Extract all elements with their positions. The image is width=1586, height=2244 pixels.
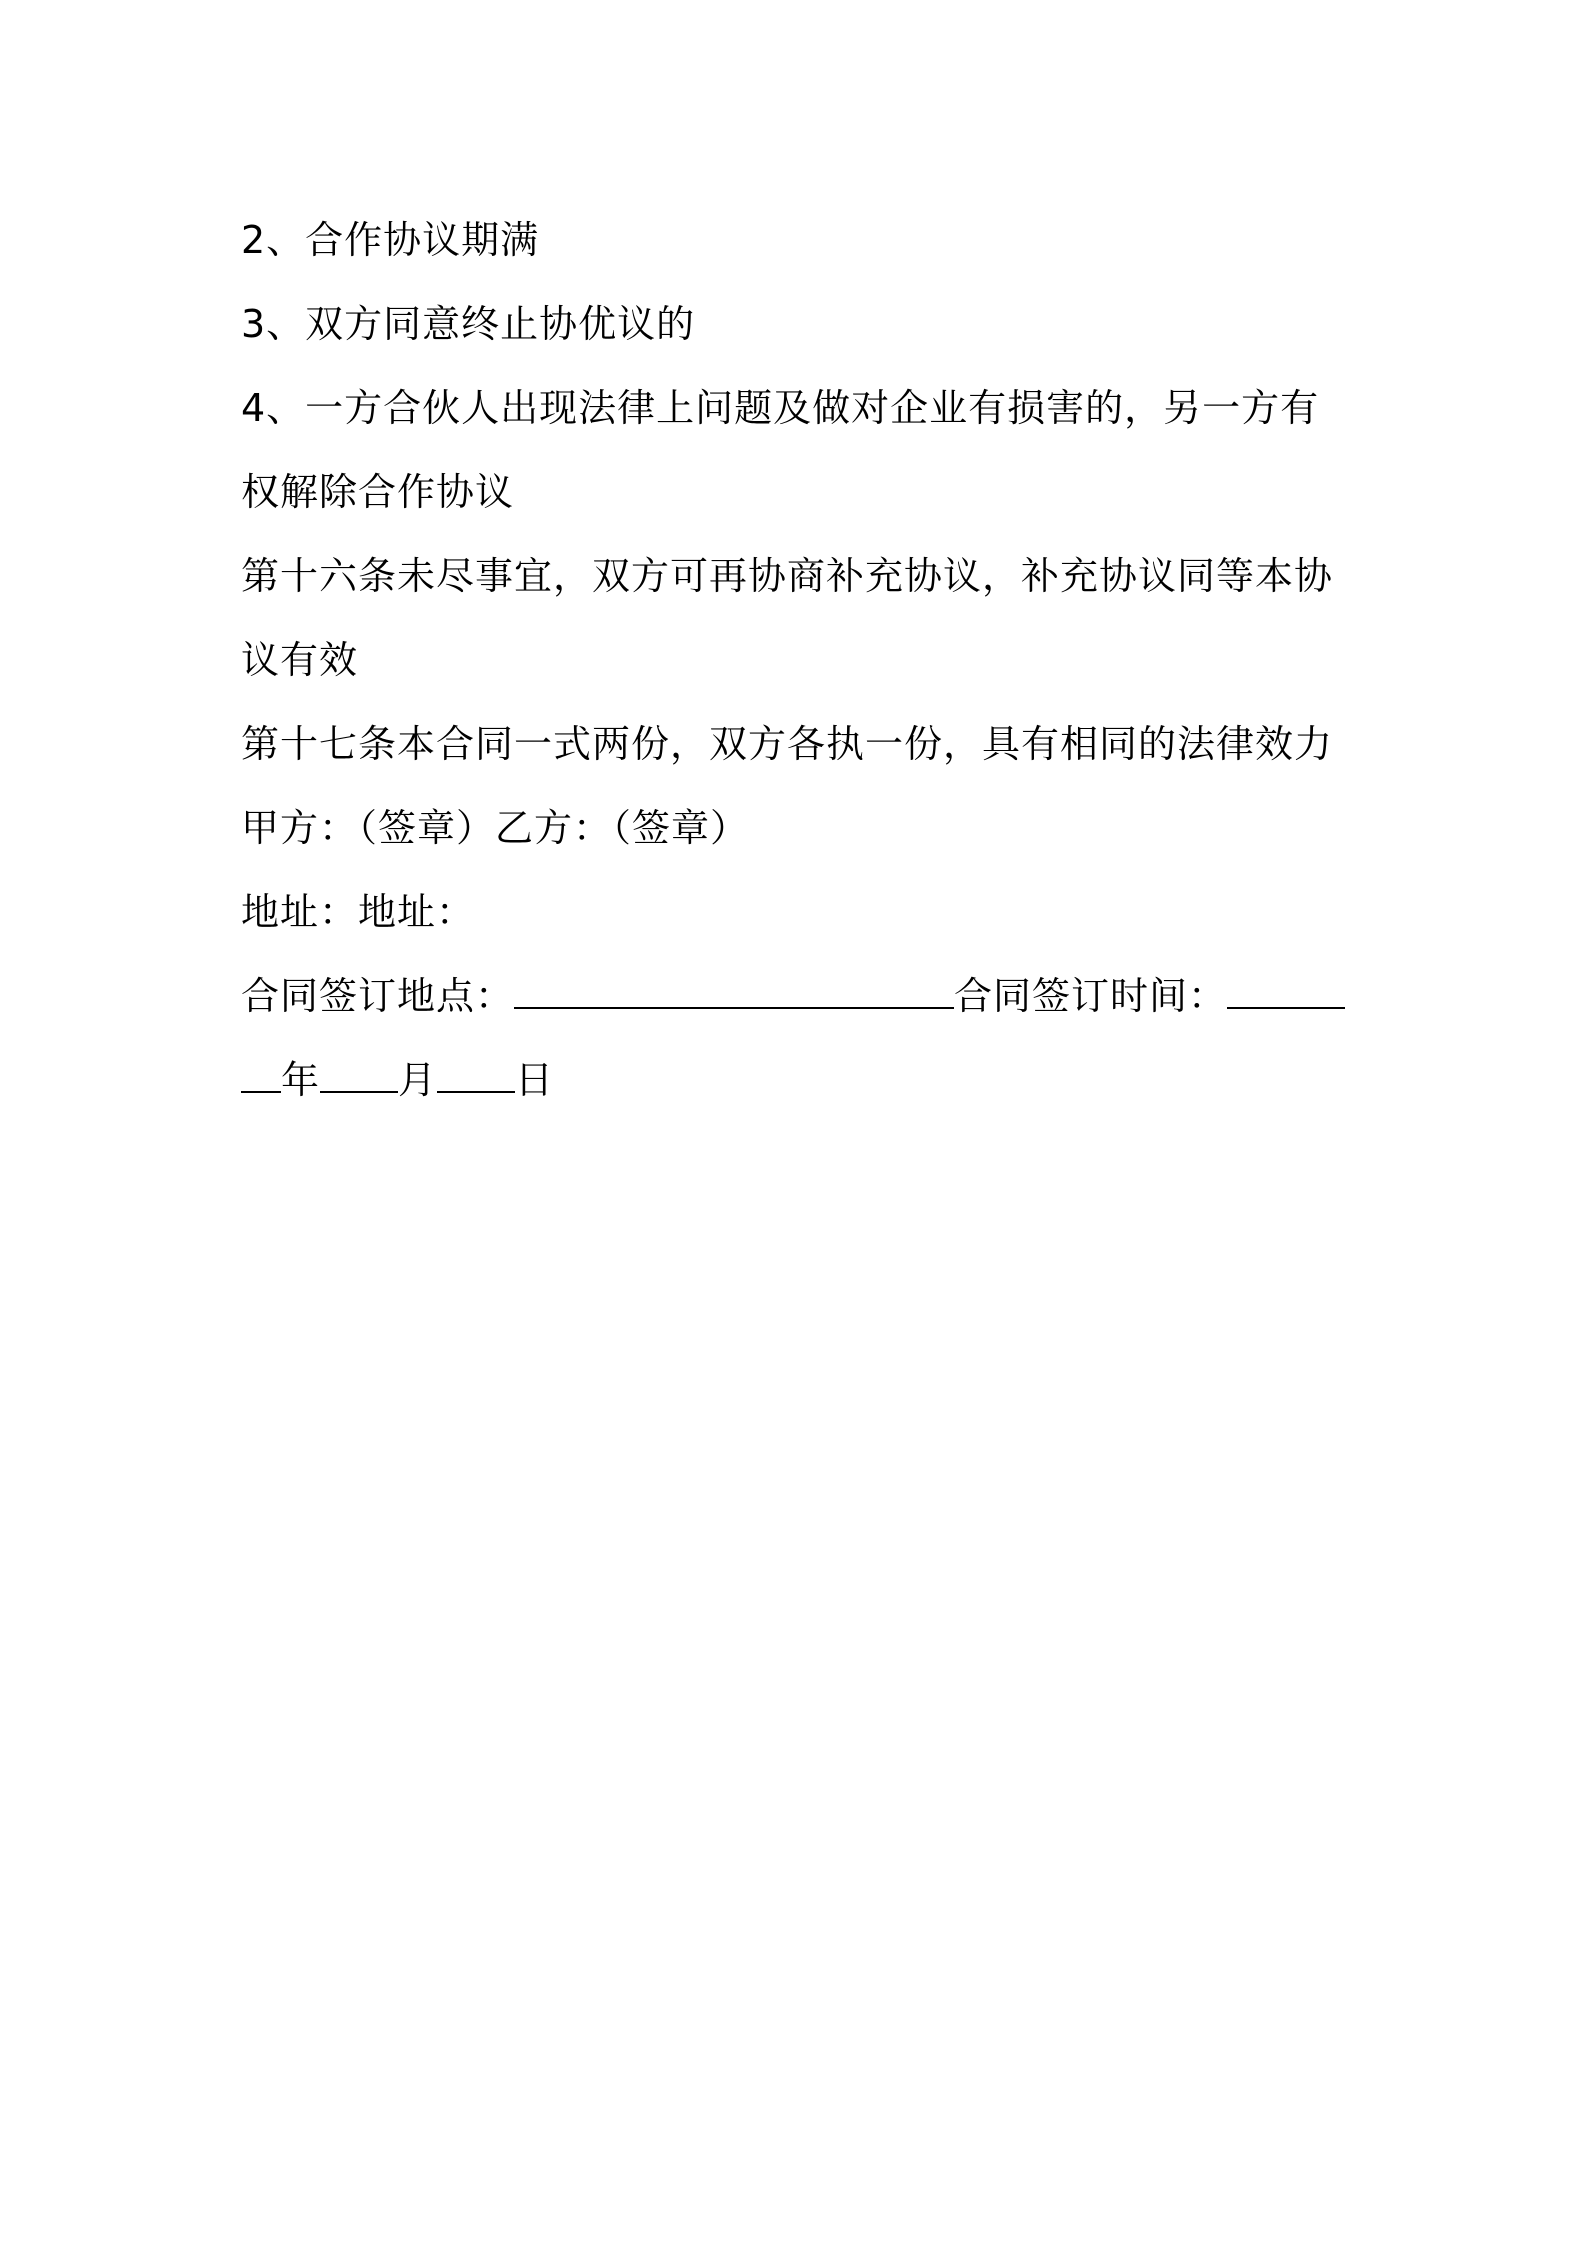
signing-time-label: 合同签订时间： [954, 974, 1228, 1018]
signing-place-label: 合同签订地点： [241, 974, 515, 1018]
year-blank[interactable] [241, 1061, 281, 1093]
month-blank[interactable] [320, 1061, 398, 1093]
day-label: 日 [515, 1058, 555, 1102]
clause-item-4: 4、一方合伙人出现法律上问题及做对企业有损害的，另一方有 [241, 386, 1320, 430]
clause-item-4-continued: 权解除合作协议 [241, 470, 515, 514]
month-label: 月 [398, 1058, 438, 1102]
article-16: 第十六条未尽事宜，双方可再协商补充协议，补充协议同等本协 [241, 554, 1334, 598]
clause-item-3: 3、双方同意终止协优议的 [241, 302, 696, 346]
article-17: 第十七条本合同一式两份，双方各执一份，具有相同的法律效力 [241, 722, 1334, 766]
party-signature-line: 甲方：（签章）乙方：（签章） [241, 806, 750, 850]
signing-place-time-line [241, 954, 1351, 1038]
signing-place-blank[interactable] [514, 977, 954, 1009]
address-line: 地址：地址： [241, 890, 476, 934]
document-body [241, 198, 1351, 1122]
signing-date-line [241, 1038, 1351, 1122]
signing-time-blank[interactable] [1227, 977, 1345, 1009]
article-16-continued: 议有效 [241, 638, 359, 682]
day-blank[interactable] [437, 1061, 515, 1093]
year-label: 年 [281, 1058, 321, 1102]
clause-item-2: 2、合作协议期满 [241, 218, 540, 262]
